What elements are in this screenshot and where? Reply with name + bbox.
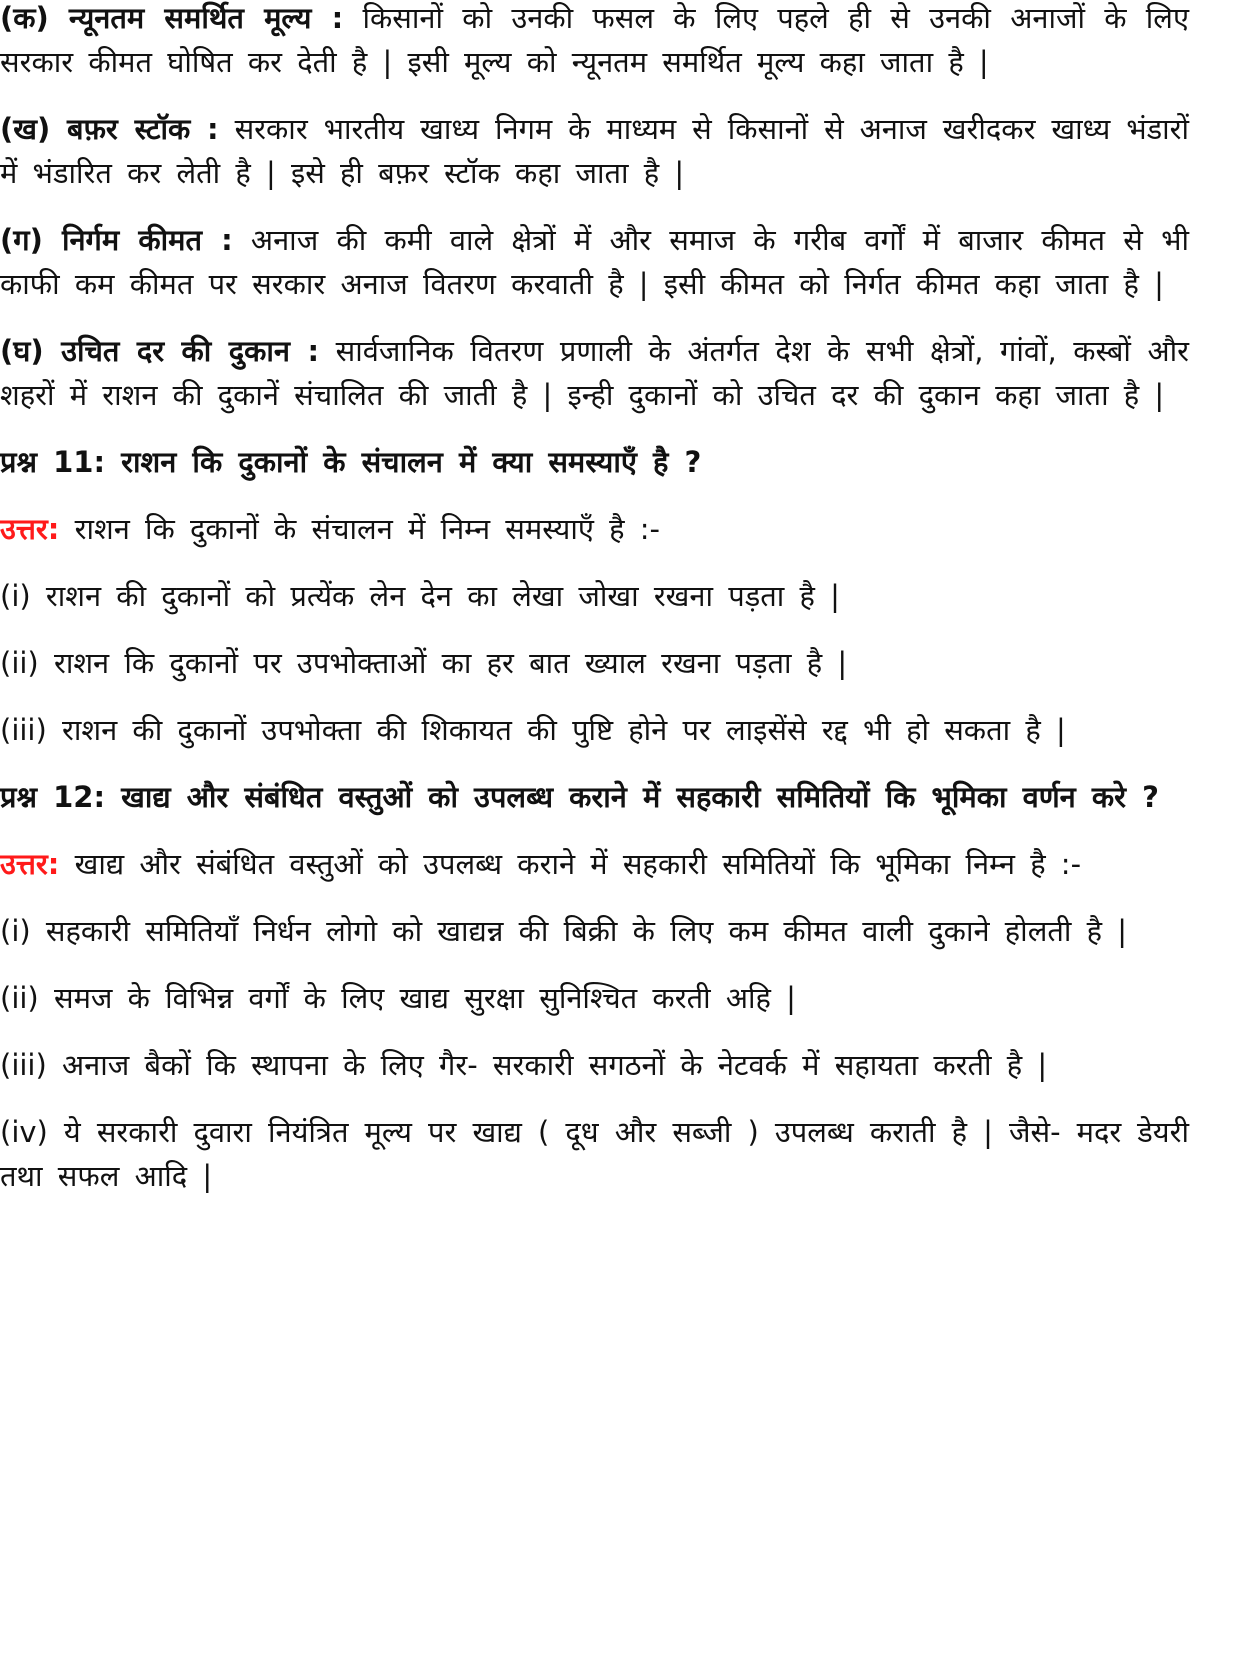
answer-point: (iii) अनाज बैकों कि स्थापना के लिए गैर- सरकारी सगठनों के नेटवर्क में सहायता करती है | [0, 1048, 1048, 1082]
definition-paragraph [0, 329, 1189, 417]
answer-11-intro [0, 507, 1189, 551]
definition-paragraph [0, 107, 1189, 195]
definition-paragraph [0, 0, 1189, 84]
answer-intro-text: राशन कि दुकानों के संचालन में निम्न समस्याएँ है :- [59, 512, 660, 546]
definition-paragraph [0, 218, 1189, 306]
answer-12-intro [0, 842, 1189, 886]
definition-text: सरकार भारतीय खाध्य निगम के माध्यम से किसानों से अनाज खरीदकर खाध्य भंडारों में भंडारित कर लेती है | इसे ही बफ़र स्टॉक कहा जाता है | [0, 112, 1189, 190]
definition-term: (ग) निर्गम कीमत : [0, 223, 233, 257]
definition-term: (घ) उचित दर की दुकान : [0, 334, 320, 368]
answer-point: (i) सहकारी समितियाँ निर्धन लोगो को खाद्यन्न की बिक्री के लिए कम कीमत वाली दुकाने होलती है | [0, 914, 1128, 948]
answer-label: उत्तर: [0, 512, 60, 546]
definition-text: अनाज की कमी वाले क्षेत्रों में और समाज के गरीब वर्गों में बाजार कीमत से भी काफी कम कीमत पर सरकार अनाज वितरण करवाती है | इसी कीमत को निर्गत कीमत कहा जाता है | [0, 223, 1189, 301]
answer-point: (i) राशन की दुकानों को प्रत्येंक लेन देन का लेखा जोखा रखना पड़ता है | [0, 579, 840, 613]
question-12: प्रश्न 12: खाद्य और संबंधित वस्तुओं को उपलब्ध कराने में सहकारी समितियों कि भूमिका वर्णन करे ? [0, 780, 1159, 814]
answer-point: (ii) समज के विभिन्न वर्गों के लिए खाद्य सुरक्षा सुनिश्चित करती अहि | [0, 981, 796, 1015]
definition-text: सार्वजानिक वितरण प्रणाली के अंतर्गत देश के सभी क्षेत्रों, गांवों, कस्बों और शहरों में राशन की दुकानें संचालित की जाती है | इन्ही दुकानों को उचित दर की दुकान कहा जाता है | [0, 334, 1189, 412]
answer-point: (ii) राशन कि दुकानों पर उपभोक्ताओं का हर बात ख्याल रखना पड़ता है | [0, 646, 848, 680]
definition-text: किसानों को उनकी फसल के लिए पहले ही से उनकी अनाजों के लिए सरकार कीमत घोषित कर देती है | इसी मूल्य को न्यूनतम समर्थित मूल्य कहा जाता है | [0, 1, 1189, 79]
answer-label: उत्तर: [0, 847, 60, 881]
definition-term: (क) न्यूनतम समर्थित मूल्य : [0, 1, 344, 35]
answer-point: (iii) राशन की दुकानों उपभोक्ता की शिकायत की पुष्टि होने पर लाइसेंसे रद्द भी हो सकता है | [0, 713, 1066, 747]
answer-point: (iv) ये सरकारी दुवारा नियंत्रित मूल्य पर खाद्य ( दूध और सब्जी ) उपलब्ध कराती है | जैसे- मदर डेयरी तथा सफल आदि | [0, 1115, 1189, 1193]
definition-term: (ख) बफ़र स्टॉक : [0, 112, 219, 146]
question-11: प्रश्न 11: राशन कि दुकानों के संचालन में क्या समस्याएँ है ? [0, 445, 702, 479]
answer-intro-text: खाद्य और संबंधित वस्तुओं को उपलब्ध कराने में सहकारी समितियों कि भूमिका निम्न है :- [59, 847, 1082, 881]
